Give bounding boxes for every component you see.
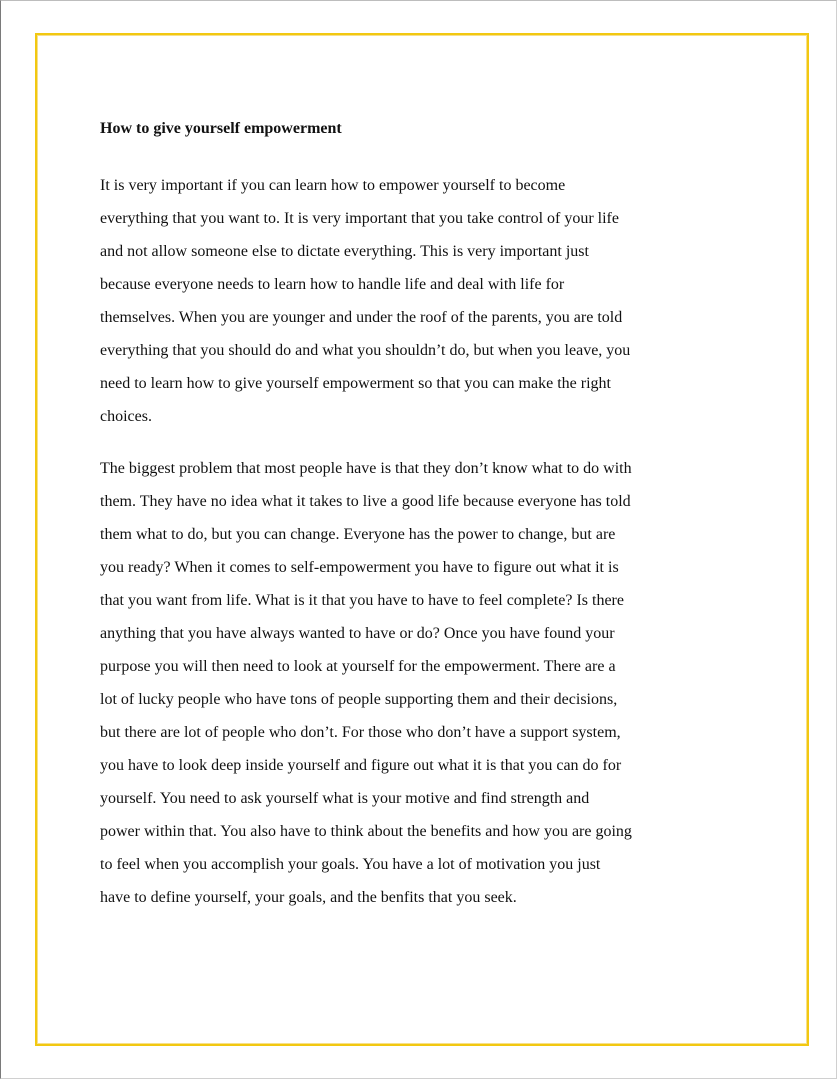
- paragraph-line: lot of lucky people who have tons of people supporting them and their decisions,: [100, 691, 618, 708]
- paragraph-line: anything that you have always wanted to have or do? Once you have found your: [100, 625, 615, 642]
- paragraph-line: power within that. You also have to think about the benefits and how you are going: [100, 823, 632, 840]
- paragraph-line: because everyone needs to learn how to handle life and deal with life for: [100, 276, 565, 293]
- paragraph-line: yourself. You need to ask yourself what is your motive and find strength and: [100, 790, 590, 807]
- paragraph-line: It is very important if you can learn how to empower yourself to become: [100, 177, 566, 194]
- paragraph-1: [100, 169, 750, 433]
- paragraph-line: purpose you will then need to look at yourself for the empowerment. There are a: [100, 658, 616, 675]
- paragraph-line: you have to look deep inside yourself and figure out what it is that you can do for: [100, 757, 622, 774]
- paragraph-line: to feel when you accomplish your goals. You have a lot of motivation you just: [100, 856, 601, 873]
- paragraph-line: need to learn how to give yourself empowerment so that you can make the right: [100, 375, 611, 392]
- paragraph-line: them what to do, but you can change. Everyone has the power to change, but are: [100, 526, 616, 543]
- paragraph-line: The biggest problem that most people have is that they don’t know what to do with: [100, 460, 632, 477]
- document-title: How to give yourself empowerment: [100, 120, 342, 137]
- paragraph-line: choices.: [100, 408, 152, 425]
- paragraph-line: everything that you want to. It is very important that you take control of your life: [100, 210, 619, 227]
- document-body: [100, 118, 750, 933]
- paragraph-line: everything that you should do and what you shouldn’t do, but when you leave, you: [100, 342, 631, 359]
- paragraph-line: but there are lot of people who don’t. For those who don’t have a support system,: [100, 724, 621, 741]
- paragraph-line: have to define yourself, your goals, and the benfits that you seek.: [100, 889, 517, 906]
- paragraph-line: them. They have no idea what it takes to live a good life because everyone has told: [100, 493, 631, 510]
- paragraph-line: themselves. When you are younger and under the roof of the parents, you are told: [100, 309, 623, 326]
- paragraph-line: you ready? When it comes to self-empowerment you have to figure out what it is: [100, 559, 619, 576]
- paragraph-line: and not allow someone else to dictate everything. This is very important just: [100, 243, 589, 260]
- paragraph-line: that you want from life. What is it that you have to have to feel complete? Is there: [100, 592, 624, 609]
- paragraph-2: [100, 452, 750, 914]
